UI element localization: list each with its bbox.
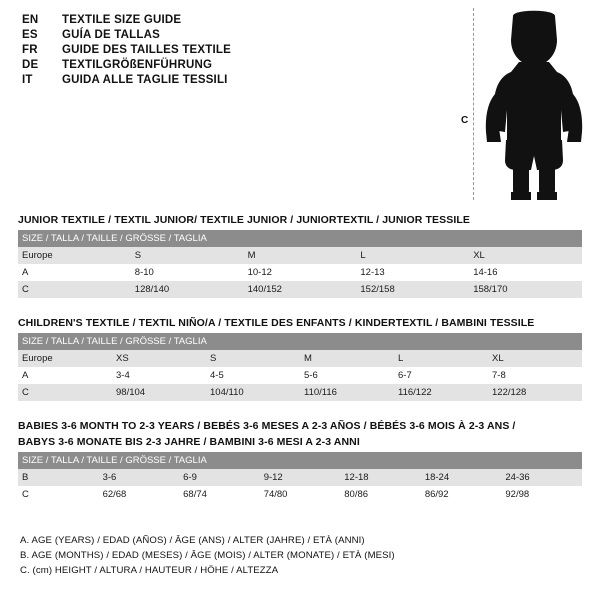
- cell: 3-6: [99, 469, 180, 486]
- table-row: [18, 281, 582, 298]
- section-title: JUNIOR TEXTILE / TEXTIL JUNIOR/ TEXTILE JUNIOR / JUNIORTEXTIL / JUNIOR TESSILE: [18, 214, 470, 226]
- language-row: [22, 14, 442, 26]
- footnote-height: C. (cm) HEIGHT / ALTURA / HAUTEUR / HÖHE / ALTEZZA: [20, 565, 279, 576]
- language-title: TEXTILE SIZE GUIDE: [62, 14, 182, 26]
- row-label: B: [18, 469, 99, 486]
- cell: 152/158: [356, 281, 469, 298]
- row-label: C: [18, 486, 99, 503]
- language-title: GUIDA ALLE TAGLIE TESSILI: [62, 74, 228, 86]
- section-childrens-textile: [18, 317, 582, 401]
- cell: 92/98: [501, 486, 582, 503]
- section-title-line1: BABIES 3-6 MONTH TO 2-3 YEARS / BEBÉS 3-6 MESES A 2-3 AÑOS / BÉBÉS 3-6 MOIS À 2-3 ANS /: [18, 420, 516, 432]
- table-row: [18, 247, 582, 264]
- cell: 158/170: [469, 281, 582, 298]
- footnote-age-months: B. AGE (MONTHS) / EDAD (MESES) / ÂGE (MOIS) / ALTER (MONATE) / ETÀ (MESI): [20, 550, 395, 561]
- table-row: [18, 264, 582, 281]
- cell: 24-36: [501, 469, 582, 486]
- size-table-children: [18, 333, 582, 401]
- language-row: [22, 59, 442, 71]
- size-header-label: SIZE / TALLA / TAILLE / GRÖSSE / TAGLIA: [18, 452, 582, 469]
- cell: 86/92: [421, 486, 502, 503]
- table-row: [18, 486, 582, 503]
- height-measure-label: C: [461, 115, 469, 126]
- language-title: GUIDE DES TAILLES TEXTILE: [62, 44, 231, 56]
- cell: 12-18: [340, 469, 421, 486]
- row-label: A: [18, 367, 112, 384]
- cell: 4-5: [206, 367, 300, 384]
- cell: 3-4: [112, 367, 206, 384]
- cell: L: [356, 247, 469, 264]
- language-code: IT: [22, 74, 33, 86]
- height-guide-line: [473, 8, 474, 200]
- cell: 18-24: [421, 469, 502, 486]
- row-label: A: [18, 264, 131, 281]
- cell: 80/86: [340, 486, 421, 503]
- size-table-babies: [18, 452, 582, 503]
- row-label: C: [18, 281, 131, 298]
- cell: 104/110: [206, 384, 300, 401]
- cell: 68/74: [179, 486, 260, 503]
- table-row: [18, 350, 582, 367]
- footnotes-block: [20, 535, 580, 580]
- table-row: [18, 367, 582, 384]
- cell: XS: [112, 350, 206, 367]
- section-title: CHILDREN'S TEXTILE / TEXTIL NIÑO/A / TEXTILE DES ENFANTS / KINDERTEXTIL / BAMBINI TESSILE: [18, 317, 535, 329]
- row-label: C: [18, 384, 112, 401]
- cell: S: [206, 350, 300, 367]
- cell: 62/68: [99, 486, 180, 503]
- language-title: GUÍA DE TALLAS: [62, 29, 160, 41]
- cell: 10-12: [244, 264, 357, 281]
- toddler-silhouette-icon: [479, 10, 589, 202]
- table-header-row: [18, 230, 582, 247]
- cell: 98/104: [112, 384, 206, 401]
- language-code: EN: [22, 14, 39, 26]
- section-junior-textile: [18, 214, 582, 298]
- table-header-row: [18, 333, 582, 350]
- table-header-row: [18, 452, 582, 469]
- cell: XL: [469, 247, 582, 264]
- size-table-junior: [18, 230, 582, 298]
- cell: 6-9: [179, 469, 260, 486]
- language-row: [22, 44, 442, 56]
- cell: L: [394, 350, 488, 367]
- section-babies-textile: [18, 420, 582, 503]
- cell: 110/116: [300, 384, 394, 401]
- size-header-label: SIZE / TALLA / TAILLE / GRÖSSE / TAGLIA: [18, 333, 582, 350]
- language-row: [22, 29, 442, 41]
- cell: 14-16: [469, 264, 582, 281]
- language-code: FR: [22, 44, 38, 56]
- language-row: [22, 74, 442, 86]
- language-title: TEXTILGRÖßENFÜHRUNG: [62, 59, 213, 71]
- cell: 140/152: [244, 281, 357, 298]
- cell: 122/128: [488, 384, 582, 401]
- section-title-line2: BABYS 3-6 MONATE BIS 2-3 JAHRE / BAMBINI 3-6 MESI A 2-3 ANNI: [18, 436, 360, 448]
- cell: 5-6: [300, 367, 394, 384]
- cell: 7-8: [488, 367, 582, 384]
- cell: M: [244, 247, 357, 264]
- cell: 128/140: [131, 281, 244, 298]
- cell: 12-13: [356, 264, 469, 281]
- row-label: Europe: [18, 247, 131, 264]
- cell: M: [300, 350, 394, 367]
- table-row: [18, 384, 582, 401]
- row-label: Europe: [18, 350, 112, 367]
- footnote-age-years: A. AGE (YEARS) / EDAD (AÑOS) / ÂGE (ANS) / ALTER (JAHRE) / ETÀ (ANNI): [20, 535, 365, 546]
- cell: S: [131, 247, 244, 264]
- language-header-block: [22, 14, 442, 89]
- cell: 8-10: [131, 264, 244, 281]
- size-header-label: SIZE / TALLA / TAILLE / GRÖSSE / TAGLIA: [18, 230, 582, 247]
- table-row: [18, 469, 582, 486]
- language-code: ES: [22, 29, 38, 41]
- measurement-figure: [445, 8, 590, 203]
- cell: 74/80: [260, 486, 341, 503]
- cell: XL: [488, 350, 582, 367]
- language-code: DE: [22, 59, 39, 71]
- cell: 116/122: [394, 384, 488, 401]
- cell: 6-7: [394, 367, 488, 384]
- cell: 9-12: [260, 469, 341, 486]
